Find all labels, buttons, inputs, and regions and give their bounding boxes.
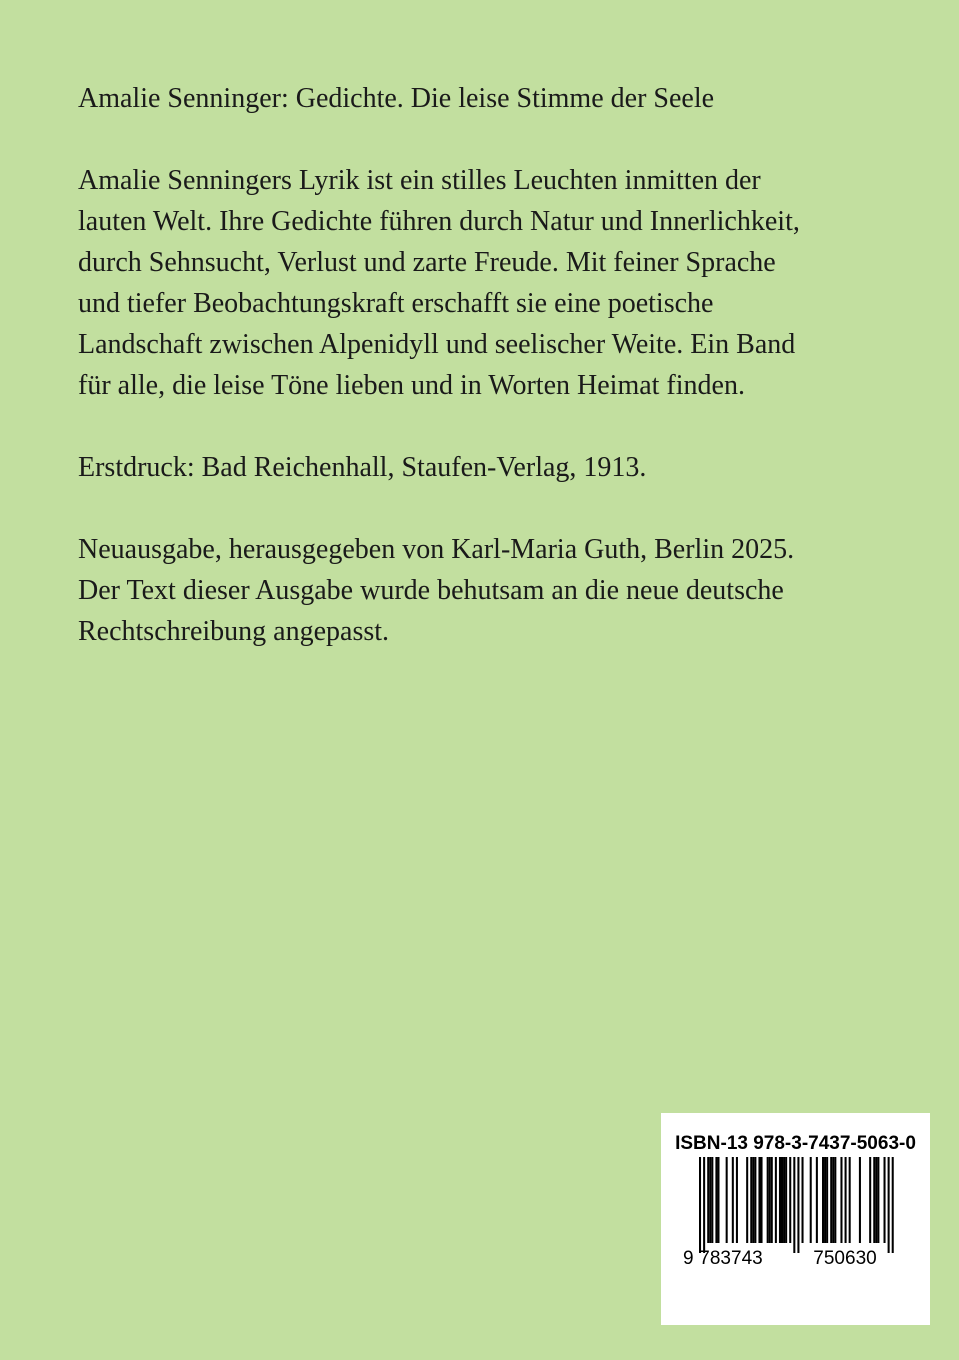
barcode-bar	[845, 1157, 847, 1243]
barcode-bar	[781, 1157, 783, 1243]
barcode-bar	[715, 1157, 717, 1243]
barcode-bar	[783, 1157, 785, 1243]
description-line: für alle, die leise Töne lieben und in Worten Heimat finden.	[78, 370, 745, 401]
edition-line: Rechtschreibung angepasst.	[78, 616, 390, 647]
barcode-bar	[834, 1157, 836, 1243]
barcode-digits-right: 750630	[813, 1248, 877, 1269]
barcode-bar	[699, 1157, 701, 1253]
book-title: Amalie Senninger: Gedichte. Die leise Stimme der Seele	[78, 83, 715, 114]
barcode-bar	[802, 1157, 804, 1243]
barcode-bar	[877, 1157, 879, 1243]
barcode-bar	[892, 1157, 894, 1253]
barcode-icon	[661, 1113, 930, 1325]
description-line: Landschaft zwischen Alpenidyll und seelischer Weite. Ein Band	[78, 329, 796, 360]
barcode-bar	[707, 1157, 709, 1243]
barcode-bar	[711, 1157, 713, 1243]
barcode-bar	[775, 1157, 777, 1243]
barcode-bar	[769, 1157, 771, 1243]
barcode-bar	[810, 1157, 812, 1243]
barcode-bar	[869, 1157, 871, 1243]
barcode-bar	[726, 1157, 728, 1243]
edition-line: Der Text dieser Ausgabe wurde behutsam an die neue deutsche	[78, 575, 784, 606]
barcode-bar	[875, 1157, 877, 1243]
barcode-bar	[736, 1157, 738, 1243]
edition-line: Neuausgabe, herausgegeben von Karl-Maria Guth, Berlin 2025.	[78, 534, 795, 565]
barcode-bar	[830, 1157, 832, 1243]
barcode-bar	[884, 1157, 886, 1243]
description-line: Amalie Senningers Lyrik ist ein stilles Leuchten inmitten der	[78, 165, 761, 196]
description-line: lauten Welt. Ihre Gedichte führen durch Natur und Innerlichkeit,	[78, 206, 800, 237]
barcode-bar	[709, 1157, 711, 1243]
barcode-bar	[703, 1157, 705, 1253]
barcode-bar	[822, 1157, 824, 1243]
barcode-bar	[873, 1157, 875, 1243]
edition-note	[78, 529, 898, 652]
description	[78, 160, 898, 406]
barcode-bars	[699, 1157, 894, 1253]
barcode-digit-first: 9	[683, 1248, 694, 1269]
barcode-bar	[797, 1157, 799, 1253]
barcode-bar	[789, 1157, 791, 1243]
first-print-note: Erstdruck: Bad Reichenhall, Staufen-Verlag, 1913.	[78, 452, 647, 483]
barcode-bar	[758, 1157, 760, 1243]
barcode-bar	[785, 1157, 787, 1243]
barcode-bar	[767, 1157, 769, 1243]
barcode-bar	[832, 1157, 834, 1243]
barcode-bar	[717, 1157, 719, 1243]
barcode-bar	[732, 1157, 734, 1243]
description-line: und tiefer Beobachtungskraft erschafft sie eine poetische	[78, 288, 714, 319]
description-line: durch Sehnsucht, Verlust und zarte Freude. Mit feiner Sprache	[78, 247, 776, 278]
barcode-bar	[888, 1157, 890, 1253]
isbn-barcode-box	[661, 1113, 930, 1325]
barcode-bar	[754, 1157, 756, 1243]
barcode-bar	[752, 1157, 754, 1243]
isbn-label: ISBN-13 978-3-7437-5063-0	[675, 1133, 916, 1154]
barcode-bar	[771, 1157, 773, 1243]
cover-text	[78, 78, 898, 693]
barcode-bar	[824, 1157, 826, 1243]
barcode-bar	[746, 1157, 748, 1243]
barcode-bar	[816, 1157, 818, 1243]
barcode-bar	[849, 1157, 851, 1243]
barcode-bar	[761, 1157, 763, 1243]
barcode-bar	[859, 1157, 861, 1243]
barcode-bar	[826, 1157, 828, 1243]
barcode-bar	[750, 1157, 752, 1243]
barcode-bar	[793, 1157, 795, 1253]
barcode-digits-left: 783743	[699, 1248, 763, 1269]
barcode-bar	[840, 1157, 842, 1243]
barcode-bar	[779, 1157, 781, 1243]
